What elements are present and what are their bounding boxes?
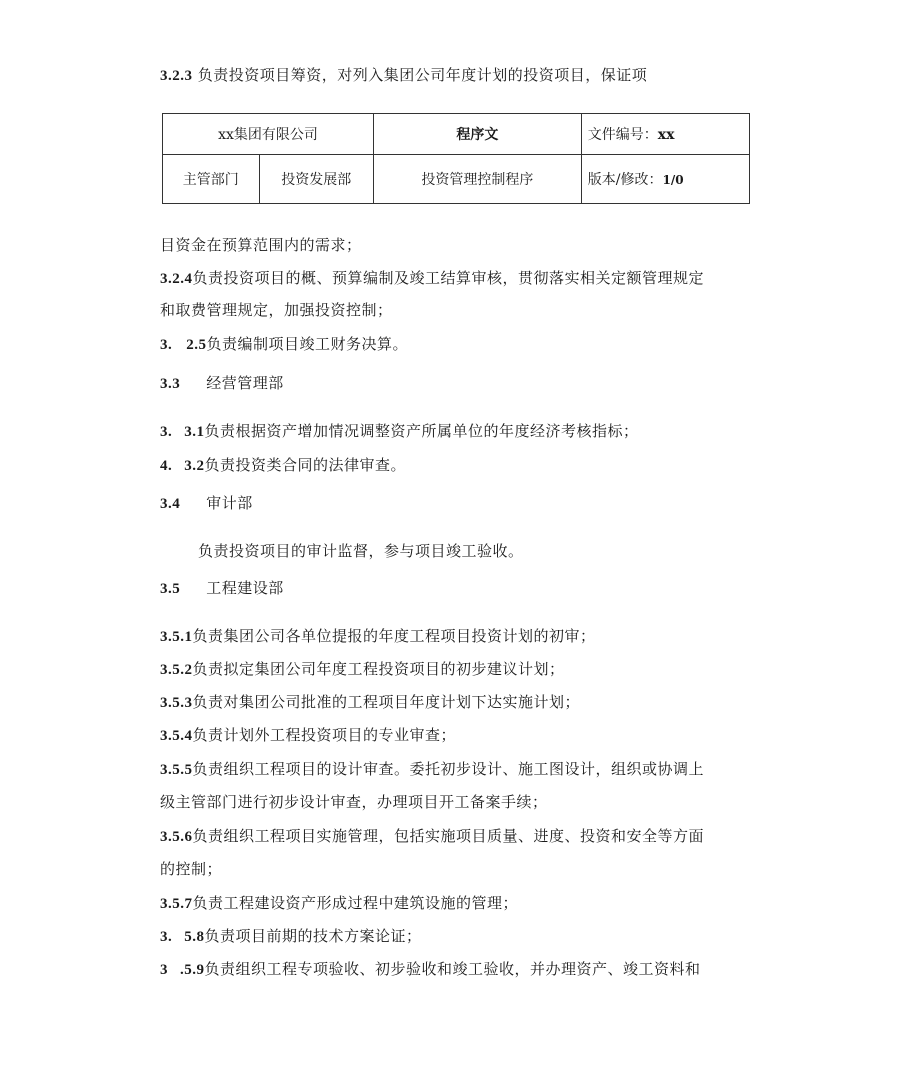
line-text: 和取费管理规定，加强投资控制；: [160, 301, 393, 319]
clause-number: 3.5.4: [160, 728, 193, 744]
line-text: 负责投资项目的审计监督，参与项目竣工验收。: [198, 542, 524, 560]
section-title: 工程建设部: [206, 579, 284, 597]
section-3-4: [160, 492, 253, 513]
clause-text: 负责组织工程项目实施管理，包括实施项目质量、进度、投资和安全等方面: [192, 827, 705, 845]
clause-3-5-6: [160, 825, 704, 846]
dept-label: 主管部门: [163, 155, 260, 204]
clause-text: 负责对集团公司批准的工程项目年度计划下达实施计划；: [192, 693, 581, 711]
clause-text: 负责组织工程项目的设计审查。委托初步设计、施工图设计，组织或协调上: [192, 760, 705, 778]
version: [581, 155, 749, 204]
clause-text: 负责编制项目竣工财务决算。: [206, 335, 409, 353]
clause-3-3-1: [160, 420, 639, 441]
clause-3-5-9: [160, 958, 701, 979]
clause-number: 3.2.3: [160, 68, 193, 84]
text-line: [160, 858, 222, 879]
clause-3-5-5: [160, 758, 704, 779]
line-text: 目资金在预算范围内的需求；: [160, 236, 362, 254]
clause-3-5-1: [160, 625, 596, 646]
clause-number: 3.5.6: [160, 829, 193, 845]
clause-text: 负责工程建设资产形成过程中建筑设施的管理；: [192, 894, 519, 912]
line-text: 级主管部门进行初步设计审查，办理项目开工备案手续；: [160, 793, 548, 811]
clause-number: 3.5.3: [160, 695, 193, 711]
clause-text: 负责投资项目筹资，对列入集团公司年度计划的投资项目，保证项: [197, 66, 648, 84]
clause-number-2: 3.1: [184, 424, 205, 440]
clause-text: 负责投资项目的概、预算编制及竣工结算审核，贯彻落实相关定额管理规定: [192, 269, 705, 287]
file-number-label: 文件编号：: [587, 127, 658, 143]
clause-3-5-3: [160, 691, 580, 712]
clause-number: 3.5.2: [160, 662, 193, 678]
clause-3-5-4: [160, 724, 456, 745]
section-number: 3.5: [160, 581, 181, 597]
clause-number: 3.: [160, 424, 173, 440]
clause-text: 负责投资类合同的法律审查。: [204, 456, 407, 474]
file-number-value: xx: [657, 127, 675, 143]
clause-number: 3.5.7: [160, 896, 193, 912]
clause-3-2-4: [160, 267, 704, 288]
clause-3-5-2: [160, 658, 565, 679]
clause-number: 3.2.4: [160, 271, 193, 287]
clause-3-2-3: [160, 64, 647, 85]
section-number: 3.4: [160, 496, 181, 512]
document-header-table: [162, 113, 750, 204]
clause-3-5-7: [160, 892, 518, 913]
section-title: 审计部: [206, 494, 253, 512]
clause-text: 负责根据资产增加情况调整资产所属单位的年度经济考核指标；: [204, 422, 639, 440]
clause-number-2: 2.5: [186, 337, 207, 353]
clause-text: 负责组织工程专项验收、初步验收和竣工验收，并办理资产、竣工资料和: [204, 960, 701, 978]
section-3-5: [160, 577, 284, 598]
clause-number: 3.5.1: [160, 629, 193, 645]
line-text: 的控制；: [160, 860, 223, 878]
clause-number-2: .5.9: [180, 962, 205, 978]
clause-number: 3.: [160, 337, 173, 353]
clause-3-5-8: [160, 925, 422, 946]
clause-number: 4.: [160, 458, 173, 474]
clause-number: 3.5.5: [160, 762, 193, 778]
procedure-name: 投资管理控制程序: [373, 155, 581, 204]
company-name: xx集团有限公司: [163, 114, 374, 155]
text-line: [160, 234, 362, 255]
version-value: 1/0: [662, 173, 684, 187]
clause-text: 负责拟定集团公司年度工程投资项目的初步建议计划；: [192, 660, 565, 678]
file-number: [581, 114, 749, 155]
section-3-3: [160, 372, 284, 393]
clause-number: 3.: [160, 929, 173, 945]
dept-value: 投资发展部: [259, 155, 373, 204]
text-line: [160, 299, 393, 320]
doc-type: 程序文: [373, 114, 581, 155]
version-label: 版本/修改：: [587, 172, 663, 188]
text-line: [198, 540, 524, 561]
section-title: 经营管理部: [206, 374, 284, 392]
clause-text: 负责计划外工程投资项目的专业审查；: [192, 726, 457, 744]
section-number: 3.3: [160, 376, 181, 392]
clause-3-2-5: [160, 333, 408, 354]
clause-text: 负责集团公司各单位提报的年度工程项目投资计划的初审；: [192, 627, 596, 645]
clause-number-2: 5.8: [184, 929, 205, 945]
clause-text: 负责项目前期的技术方案论证；: [204, 927, 422, 945]
clause-3-3-2: [160, 454, 406, 475]
clause-number: 3: [160, 962, 168, 978]
text-line: [160, 791, 548, 812]
clause-number-2: 3.2: [184, 458, 205, 474]
